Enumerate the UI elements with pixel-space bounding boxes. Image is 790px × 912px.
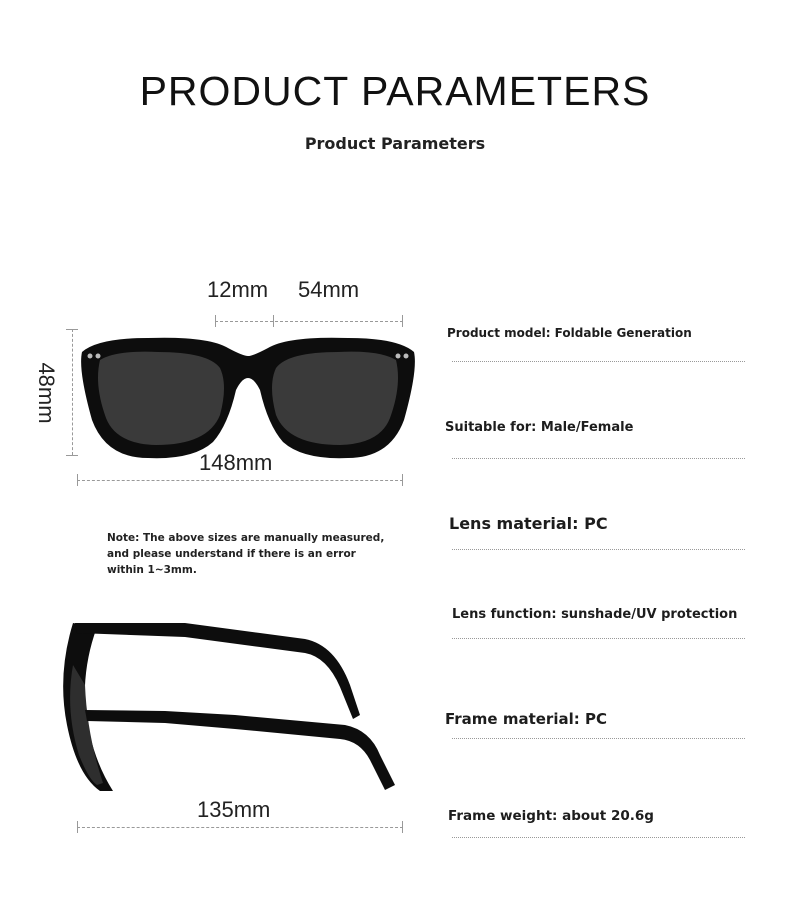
height-dimension-line bbox=[72, 329, 73, 455]
page-subtitle: Product Parameters bbox=[304, 134, 486, 153]
temple-length-label: 135mm bbox=[197, 797, 271, 822]
param-separator bbox=[452, 638, 745, 639]
page-title: PRODUCT PARAMETERS bbox=[139, 68, 651, 114]
dimension-tick bbox=[77, 821, 78, 833]
param-lens-material: Lens material: PC bbox=[449, 514, 608, 533]
param-frame-material: Frame material: PC bbox=[445, 710, 607, 728]
lens-height-label: 48mm bbox=[34, 362, 59, 424]
dimension-tick bbox=[77, 474, 78, 486]
param-lens-function: Lens function: sunshade/UV protection bbox=[452, 607, 738, 622]
param-separator bbox=[452, 361, 745, 362]
bridge-width-label: 12mm bbox=[207, 277, 269, 302]
sunglasses-side-view bbox=[55, 615, 405, 800]
measurement-note: Note: The above sizes are manually measured, and please understand if there is an error within 1~3mm. bbox=[107, 532, 385, 576]
dimension-tick bbox=[402, 821, 403, 833]
dimension-tick bbox=[66, 455, 78, 456]
dimension-tick bbox=[215, 315, 216, 327]
lens-width-label: 54mm bbox=[298, 277, 360, 302]
param-separator bbox=[452, 458, 745, 459]
param-separator bbox=[452, 738, 745, 739]
param-frame-weight: Frame weight: about 20.6g bbox=[448, 808, 654, 824]
param-suitable-for: Suitable for: Male/Female bbox=[445, 420, 634, 435]
param-product-model: Product model: Foldable Generation bbox=[447, 326, 692, 340]
dimension-tick bbox=[402, 315, 403, 327]
frame-width-label: 148mm bbox=[199, 450, 273, 475]
width-dimension-line bbox=[77, 480, 403, 481]
temple-dimension-line bbox=[77, 827, 403, 828]
top-dimension-line bbox=[215, 321, 403, 322]
dimension-tick bbox=[66, 329, 78, 330]
dimension-tick bbox=[273, 315, 274, 327]
param-separator bbox=[452, 837, 745, 838]
sunglasses-front-view bbox=[78, 330, 418, 465]
param-separator bbox=[452, 549, 745, 550]
dimension-tick bbox=[402, 474, 403, 486]
